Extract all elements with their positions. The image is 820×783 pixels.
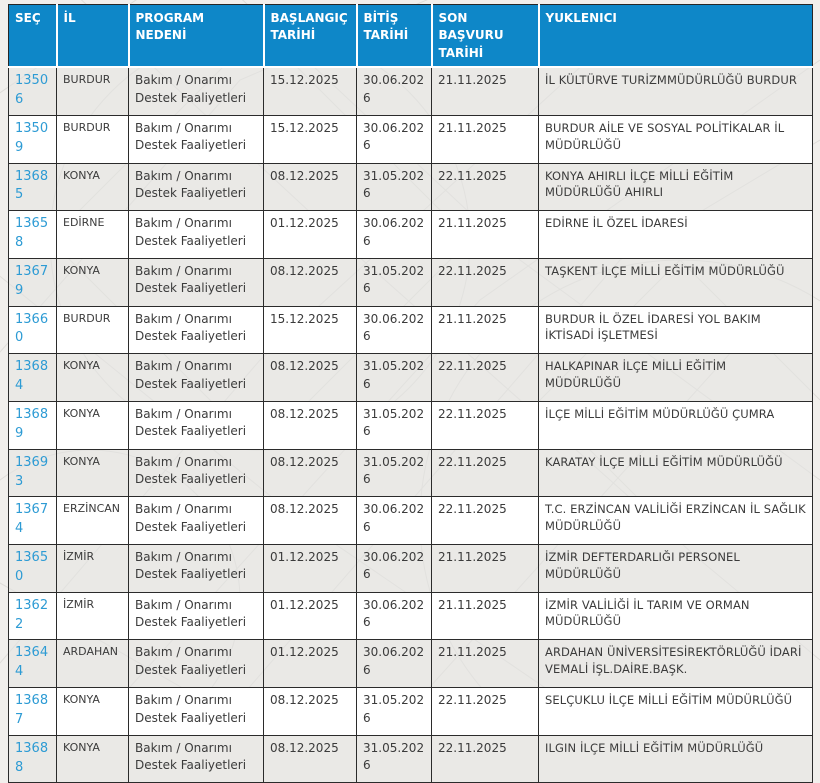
column-header-il: İL — [57, 5, 129, 68]
cell-sec — [9, 449, 57, 497]
cell-son_basvuru: 22.11.2025 — [432, 163, 539, 211]
cell-program: Bakım / Onarımı Destek Faaliyetleri — [129, 401, 264, 449]
row-select-link[interactable]: 13674 — [15, 502, 49, 537]
cell-sec — [9, 306, 57, 354]
cell-yuklenici: İZMİR DEFTERDARLIĞI PERSONEL MÜDÜRLÜĞÜ — [539, 545, 813, 593]
cell-baslangic: 01.12.2025 — [264, 640, 357, 688]
column-header-baslangic: BAŞLANGIÇ TARİHİ — [264, 5, 357, 68]
cell-baslangic: 01.12.2025 — [264, 592, 357, 640]
cell-baslangic: 08.12.2025 — [264, 401, 357, 449]
cell-yuklenici: ILGIN İLÇE MİLLİ EĞİTİM MÜDÜRLÜĞÜ — [539, 735, 813, 783]
cell-il: KONYA — [57, 401, 129, 449]
cell-sec — [9, 640, 57, 688]
cell-bitis: 30.06.2026 — [357, 592, 432, 640]
table-row — [9, 258, 813, 306]
cell-son_basvuru: 22.11.2025 — [432, 258, 539, 306]
cell-bitis: 30.06.2026 — [357, 545, 432, 593]
table-header — [9, 5, 813, 68]
cell-bitis: 31.05.2026 — [357, 735, 432, 783]
cell-bitis: 30.06.2026 — [357, 211, 432, 259]
table-row — [9, 354, 813, 402]
cell-sec — [9, 211, 57, 259]
cell-baslangic: 08.12.2025 — [264, 497, 357, 545]
table-row — [9, 163, 813, 211]
table-row — [9, 640, 813, 688]
table-row — [9, 688, 813, 736]
cell-yuklenici: TAŞKENT İLÇE MİLLİ EĞİTİM MÜDÜRLÜĞÜ — [539, 258, 813, 306]
cell-il: BURDUR — [57, 306, 129, 354]
cell-program: Bakım / Onarımı Destek Faaliyetleri — [129, 735, 264, 783]
cell-program: Bakım / Onarımı Destek Faaliyetleri — [129, 163, 264, 211]
row-select-link[interactable]: 13644 — [15, 645, 49, 680]
cell-yuklenici: ARDAHAN ÜNİVERSİTESİREKTÖRLÜĞÜ İDARİ VEMALİ İŞL.DAİRE.BAŞK. — [539, 640, 813, 688]
cell-il: KONYA — [57, 354, 129, 402]
cell-son_basvuru: 21.11.2025 — [432, 306, 539, 354]
cell-bitis: 31.05.2026 — [357, 163, 432, 211]
column-header-bitis: BİTİŞ TARİHİ — [357, 5, 432, 68]
header-row — [9, 5, 813, 68]
cell-bitis: 31.05.2026 — [357, 449, 432, 497]
row-select-link[interactable]: 13622 — [15, 597, 49, 632]
row-select-link[interactable]: 13688 — [15, 740, 49, 775]
cell-son_basvuru: 21.11.2025 — [432, 545, 539, 593]
cell-yuklenici: HALKAPINAR İLÇE MİLLİ EĞİTİM MÜDÜRLÜĞÜ — [539, 354, 813, 402]
cell-sec — [9, 545, 57, 593]
cell-program: Bakım / Onarımı Destek Faaliyetleri — [129, 306, 264, 354]
table-row — [9, 592, 813, 640]
cell-bitis: 31.05.2026 — [357, 401, 432, 449]
cell-son_basvuru: 21.11.2025 — [432, 592, 539, 640]
cell-yuklenici: KONYA AHIRLI İLÇE MİLLİ EĞİTİM MÜDÜRLÜĞÜ AHIRLI — [539, 163, 813, 211]
cell-son_basvuru: 21.11.2025 — [432, 640, 539, 688]
cell-sec — [9, 497, 57, 545]
cell-baslangic: 08.12.2025 — [264, 688, 357, 736]
cell-bitis: 30.06.2026 — [357, 640, 432, 688]
row-select-link[interactable]: 13687 — [15, 693, 49, 727]
cell-bitis: 31.05.2026 — [357, 354, 432, 402]
cell-sec — [9, 735, 57, 783]
cell-baslangic: 15.12.2025 — [264, 306, 357, 354]
cell-bitis: 30.06.2026 — [357, 115, 432, 163]
cell-program: Bakım / Onarımı Destek Faaliyetleri — [129, 592, 264, 640]
cell-baslangic: 15.12.2025 — [264, 67, 357, 115]
row-select-link[interactable]: 13660 — [15, 311, 49, 346]
cell-baslangic: 08.12.2025 — [264, 163, 357, 211]
table-row — [9, 497, 813, 545]
cell-bitis: 30.06.2026 — [357, 67, 432, 115]
cell-il: KONYA — [57, 163, 129, 211]
cell-son_basvuru: 22.11.2025 — [432, 354, 539, 402]
table-row — [9, 115, 813, 163]
cell-program: Bakım / Onarımı Destek Faaliyetleri — [129, 688, 264, 736]
cell-program: Bakım / Onarımı Destek Faaliyetleri — [129, 354, 264, 402]
row-select-link[interactable]: 13650 — [15, 550, 49, 584]
row-select-link[interactable]: 13685 — [15, 168, 49, 203]
cell-il: İZMİR — [57, 545, 129, 593]
cell-son_basvuru: 22.11.2025 — [432, 497, 539, 545]
cell-yuklenici: EDİRNE İL ÖZEL İDARESİ — [539, 211, 813, 259]
row-select-link[interactable]: 13679 — [15, 263, 49, 298]
cell-sec — [9, 115, 57, 163]
cell-sec — [9, 688, 57, 736]
cell-il: EDİRNE — [57, 211, 129, 259]
table-row — [9, 67, 813, 115]
cell-il: KONYA — [57, 735, 129, 783]
row-select-link[interactable]: 13506 — [15, 73, 49, 108]
table-row — [9, 545, 813, 593]
cell-son_basvuru: 21.11.2025 — [432, 115, 539, 163]
cell-program: Bakım / Onarımı Destek Faaliyetleri — [129, 545, 264, 593]
cell-yuklenici: SELÇUKLU İLÇE MİLLİ EĞİTİM MÜDÜRLÜĞÜ — [539, 688, 813, 736]
cell-son_basvuru: 21.11.2025 — [432, 211, 539, 259]
cell-program: Bakım / Onarımı Destek Faaliyetleri — [129, 67, 264, 115]
cell-baslangic: 08.12.2025 — [264, 735, 357, 783]
row-select-link[interactable]: 13658 — [15, 216, 49, 251]
cell-il: ERZİNCAN — [57, 497, 129, 545]
cell-yuklenici: İL KÜLTÜRVE TURİZMMÜDÜRLÜĞÜ BURDUR — [539, 67, 813, 115]
cell-bitis: 30.06.2026 — [357, 306, 432, 354]
cell-il: KONYA — [57, 258, 129, 306]
table-row — [9, 401, 813, 449]
cell-il: KONYA — [57, 688, 129, 736]
cell-il: BURDUR — [57, 67, 129, 115]
cell-yuklenici: İZMİR VALİLİĞİ İL TARIM VE ORMAN MÜDÜRLÜĞÜ — [539, 592, 813, 640]
column-header-sec: SEÇ — [9, 5, 57, 68]
cell-sec — [9, 67, 57, 115]
cell-sec — [9, 163, 57, 211]
cell-program: Bakım / Onarımı Destek Faaliyetleri — [129, 211, 264, 259]
cell-program: Bakım / Onarımı Destek Faaliyetleri — [129, 497, 264, 545]
cell-yuklenici: BURDUR İL ÖZEL İDARESİ YOL BAKIM İKTİSADİ İŞLETMESİ — [539, 306, 813, 354]
cell-program: Bakım / Onarımı Destek Faaliyetleri — [129, 115, 264, 163]
row-select-link[interactable]: 13689 — [15, 406, 49, 441]
cell-yuklenici: T.C. ERZİNCAN VALİLİĞİ ERZİNCAN İL SAĞLIK MÜDÜRLÜĞÜ — [539, 497, 813, 545]
column-header-son_basvuru: SON BAŞVURU TARİHİ — [432, 5, 539, 68]
column-header-program: PROGRAM NEDENİ — [129, 5, 264, 68]
cell-bitis: 31.05.2026 — [357, 258, 432, 306]
cell-program: Bakım / Onarımı Destek Faaliyetleri — [129, 258, 264, 306]
cell-program: Bakım / Onarımı Destek Faaliyetleri — [129, 449, 264, 497]
row-select-link[interactable]: 13509 — [15, 120, 49, 155]
cell-baslangic: 08.12.2025 — [264, 258, 357, 306]
cell-il: ARDAHAN — [57, 640, 129, 688]
cell-yuklenici: İLÇE MİLLİ EĞİTİM MÜDÜRLÜĞÜ ÇUMRA — [539, 401, 813, 449]
cell-son_basvuru: 21.11.2025 — [432, 67, 539, 115]
programs-table — [8, 4, 813, 783]
table-row — [9, 449, 813, 497]
cell-il: KONYA — [57, 449, 129, 497]
cell-bitis: 31.05.2026 — [357, 688, 432, 736]
cell-son_basvuru: 22.11.2025 — [432, 449, 539, 497]
cell-sec — [9, 354, 57, 402]
cell-son_basvuru: 22.11.2025 — [432, 735, 539, 783]
cell-il: BURDUR — [57, 115, 129, 163]
cell-son_basvuru: 22.11.2025 — [432, 401, 539, 449]
cell-baslangic: 08.12.2025 — [264, 449, 357, 497]
cell-son_basvuru: 22.11.2025 — [432, 688, 539, 736]
cell-program: Bakım / Onarımı Destek Faaliyetleri — [129, 640, 264, 688]
cell-sec — [9, 592, 57, 640]
table-body — [9, 67, 813, 783]
table-row — [9, 735, 813, 783]
cell-bitis: 30.06.2026 — [357, 497, 432, 545]
row-select-link[interactable]: 13693 — [15, 454, 49, 489]
cell-il: İZMİR — [57, 592, 129, 640]
row-select-link[interactable]: 13684 — [15, 359, 49, 394]
cell-yuklenici: KARATAY İLÇE MİLLİ EĞİTİM MÜDÜRLÜĞÜ — [539, 449, 813, 497]
cell-baslangic: 08.12.2025 — [264, 354, 357, 402]
cell-baslangic: 01.12.2025 — [264, 545, 357, 593]
cell-yuklenici: BURDUR AİLE VE SOSYAL POLİTİKALAR İL MÜDÜRLÜĞÜ — [539, 115, 813, 163]
cell-sec — [9, 258, 57, 306]
table-row — [9, 306, 813, 354]
column-header-yuklenici: YUKLENICI — [539, 5, 813, 68]
cell-baslangic: 15.12.2025 — [264, 115, 357, 163]
cell-baslangic: 01.12.2025 — [264, 211, 357, 259]
cell-sec — [9, 401, 57, 449]
table-row — [9, 211, 813, 259]
